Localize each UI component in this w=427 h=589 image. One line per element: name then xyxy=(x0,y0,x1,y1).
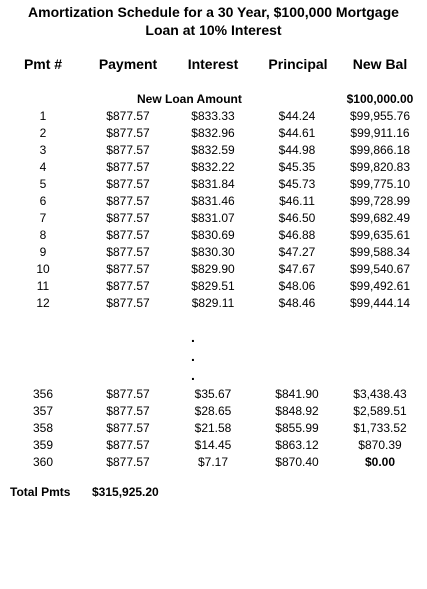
cell-principal: $48.06 xyxy=(278,279,316,293)
header-new-bal: New Bal xyxy=(352,56,408,72)
cell-interest: $28.65 xyxy=(194,404,232,418)
cell-pmt: 10 xyxy=(36,262,50,276)
cell-payment: $877.57 xyxy=(106,211,150,225)
cell-pmt: 360 xyxy=(32,455,54,469)
cell-interest: $832.22 xyxy=(191,160,235,174)
cell-principal: $47.27 xyxy=(278,245,316,259)
ellipsis-dot: . xyxy=(191,348,195,364)
cell-new-bal: $99,540.67 xyxy=(349,262,411,276)
ellipsis-dot: . xyxy=(191,329,195,345)
cell-payment: $877.57 xyxy=(106,262,150,276)
cell-new-bal: $2,589.51 xyxy=(353,404,407,418)
cell-principal: $848.92 xyxy=(275,404,319,418)
cell-payment: $877.57 xyxy=(106,387,150,401)
table-row xyxy=(0,142,427,159)
cell-interest: $832.59 xyxy=(191,143,235,157)
cell-new-bal: $99,955.76 xyxy=(349,109,411,123)
cell-new-bal: $870.39 xyxy=(358,438,402,452)
cell-principal: $48.46 xyxy=(278,296,316,310)
cell-new-bal: $99,911.16 xyxy=(350,126,410,140)
cell-interest: $831.07 xyxy=(191,211,235,225)
table-row xyxy=(0,403,427,420)
cell-new-bal: $99,635.61 xyxy=(349,228,411,242)
cell-interest: $831.46 xyxy=(191,194,235,208)
cell-principal: $46.50 xyxy=(278,211,316,225)
table-row xyxy=(0,159,427,176)
cell-payment: $877.57 xyxy=(106,194,150,208)
cell-new-bal: $99,492.61 xyxy=(349,279,411,293)
cell-principal: $45.73 xyxy=(278,177,316,191)
cell-new-bal: $99,820.83 xyxy=(349,160,411,174)
cell-interest: $21.58 xyxy=(194,421,232,435)
title-line-2: Loan at 10% Interest xyxy=(145,22,282,38)
cell-pmt: 12 xyxy=(36,296,50,310)
cell-payment: $877.57 xyxy=(106,109,150,123)
cell-new-bal: $99,728.99 xyxy=(349,194,411,208)
cell-payment: $877.57 xyxy=(106,296,150,310)
cell-new-bal: $99,682.49 xyxy=(349,211,411,225)
cell-pmt: 358 xyxy=(32,421,54,435)
cell-interest: $830.69 xyxy=(191,228,235,242)
cell-interest: $830.30 xyxy=(191,245,235,259)
cell-pmt: 3 xyxy=(39,143,47,157)
cell-interest: $829.11 xyxy=(191,296,235,310)
cell-payment: $877.57 xyxy=(106,245,150,259)
table-row xyxy=(0,261,427,278)
cell-interest: $831.84 xyxy=(191,177,235,191)
cell-new-bal: $99,444.14 xyxy=(349,296,411,310)
table-row xyxy=(0,386,427,403)
cell-payment: $877.57 xyxy=(106,279,150,293)
table-row xyxy=(0,454,427,471)
new-loan-amount: $100,000.00 xyxy=(346,92,414,106)
cell-principal: $841.90 xyxy=(275,387,319,401)
table-row xyxy=(0,244,427,261)
cell-principal: $870.40 xyxy=(275,455,319,469)
table-row xyxy=(0,108,427,125)
cell-new-bal: $0.00 xyxy=(364,455,396,469)
cell-new-bal: $99,866.18 xyxy=(349,143,411,157)
cell-interest: $829.51 xyxy=(191,279,235,293)
cell-payment: $877.57 xyxy=(106,126,150,140)
table-row xyxy=(0,437,427,454)
cell-new-bal: $99,775.10 xyxy=(349,177,411,191)
table-row xyxy=(0,176,427,193)
cell-payment: $877.57 xyxy=(106,228,150,242)
header-pmt: Pmt # xyxy=(23,56,63,72)
cell-pmt: 356 xyxy=(32,387,54,401)
cell-principal: $45.35 xyxy=(278,160,316,174)
new-loan-label: New Loan Amount xyxy=(137,92,242,106)
cell-pmt: 5 xyxy=(39,177,47,191)
table-row xyxy=(0,420,427,437)
cell-payment: $877.57 xyxy=(106,143,150,157)
cell-payment: $877.57 xyxy=(106,438,150,452)
cell-principal: $46.88 xyxy=(278,228,316,242)
cell-pmt: 2 xyxy=(39,126,47,140)
header-interest: Interest xyxy=(187,56,239,72)
cell-principal: $44.24 xyxy=(278,109,316,123)
cell-payment: $877.57 xyxy=(106,160,150,174)
cell-new-bal: $3,438.43 xyxy=(353,387,407,401)
cell-pmt: 8 xyxy=(39,228,47,242)
cell-new-bal: $99,588.34 xyxy=(349,245,411,259)
table-row xyxy=(0,227,427,244)
cell-principal: $855.99 xyxy=(275,421,319,435)
cell-payment: $877.57 xyxy=(106,421,150,435)
total-value: $315,925.20 xyxy=(92,485,159,499)
cell-principal: $44.61 xyxy=(278,126,316,140)
table-row xyxy=(0,193,427,210)
cell-interest: $833.33 xyxy=(191,109,235,123)
cell-interest: $832.96 xyxy=(191,126,235,140)
cell-pmt: 9 xyxy=(39,245,47,259)
cell-principal: $44.98 xyxy=(278,143,316,157)
table-row xyxy=(0,295,427,312)
cell-principal: $863.12 xyxy=(275,438,319,452)
cell-pmt: 359 xyxy=(32,438,54,452)
cell-payment: $877.57 xyxy=(106,177,150,191)
cell-new-bal: $1,733.52 xyxy=(353,421,407,435)
cell-pmt: 7 xyxy=(39,211,47,225)
cell-payment: $877.57 xyxy=(106,455,150,469)
title-line-1: Amortization Schedule for a 30 Year, $100,000 Mortgage xyxy=(28,4,399,20)
ellipsis-dot: . xyxy=(191,367,195,383)
cell-pmt: 357 xyxy=(32,404,54,418)
cell-interest: $829.90 xyxy=(191,262,235,276)
table-row xyxy=(0,210,427,227)
cell-interest: $35.67 xyxy=(194,387,232,401)
cell-payment: $877.57 xyxy=(106,404,150,418)
cell-principal: $47.67 xyxy=(278,262,316,276)
header-payment: Payment xyxy=(98,56,158,72)
cell-pmt: 6 xyxy=(39,194,47,208)
cell-pmt: 1 xyxy=(39,109,47,123)
cell-interest: $14.45 xyxy=(194,438,232,452)
header-principal: Principal xyxy=(268,56,328,72)
table-row xyxy=(0,125,427,142)
cell-pmt: 4 xyxy=(39,160,47,174)
table-row xyxy=(0,278,427,295)
cell-pmt: 11 xyxy=(36,279,50,293)
total-label: Total Pmts xyxy=(10,485,71,499)
cell-principal: $46.11 xyxy=(279,194,315,208)
cell-interest: $7.17 xyxy=(197,455,229,469)
schedule-title xyxy=(0,3,427,39)
